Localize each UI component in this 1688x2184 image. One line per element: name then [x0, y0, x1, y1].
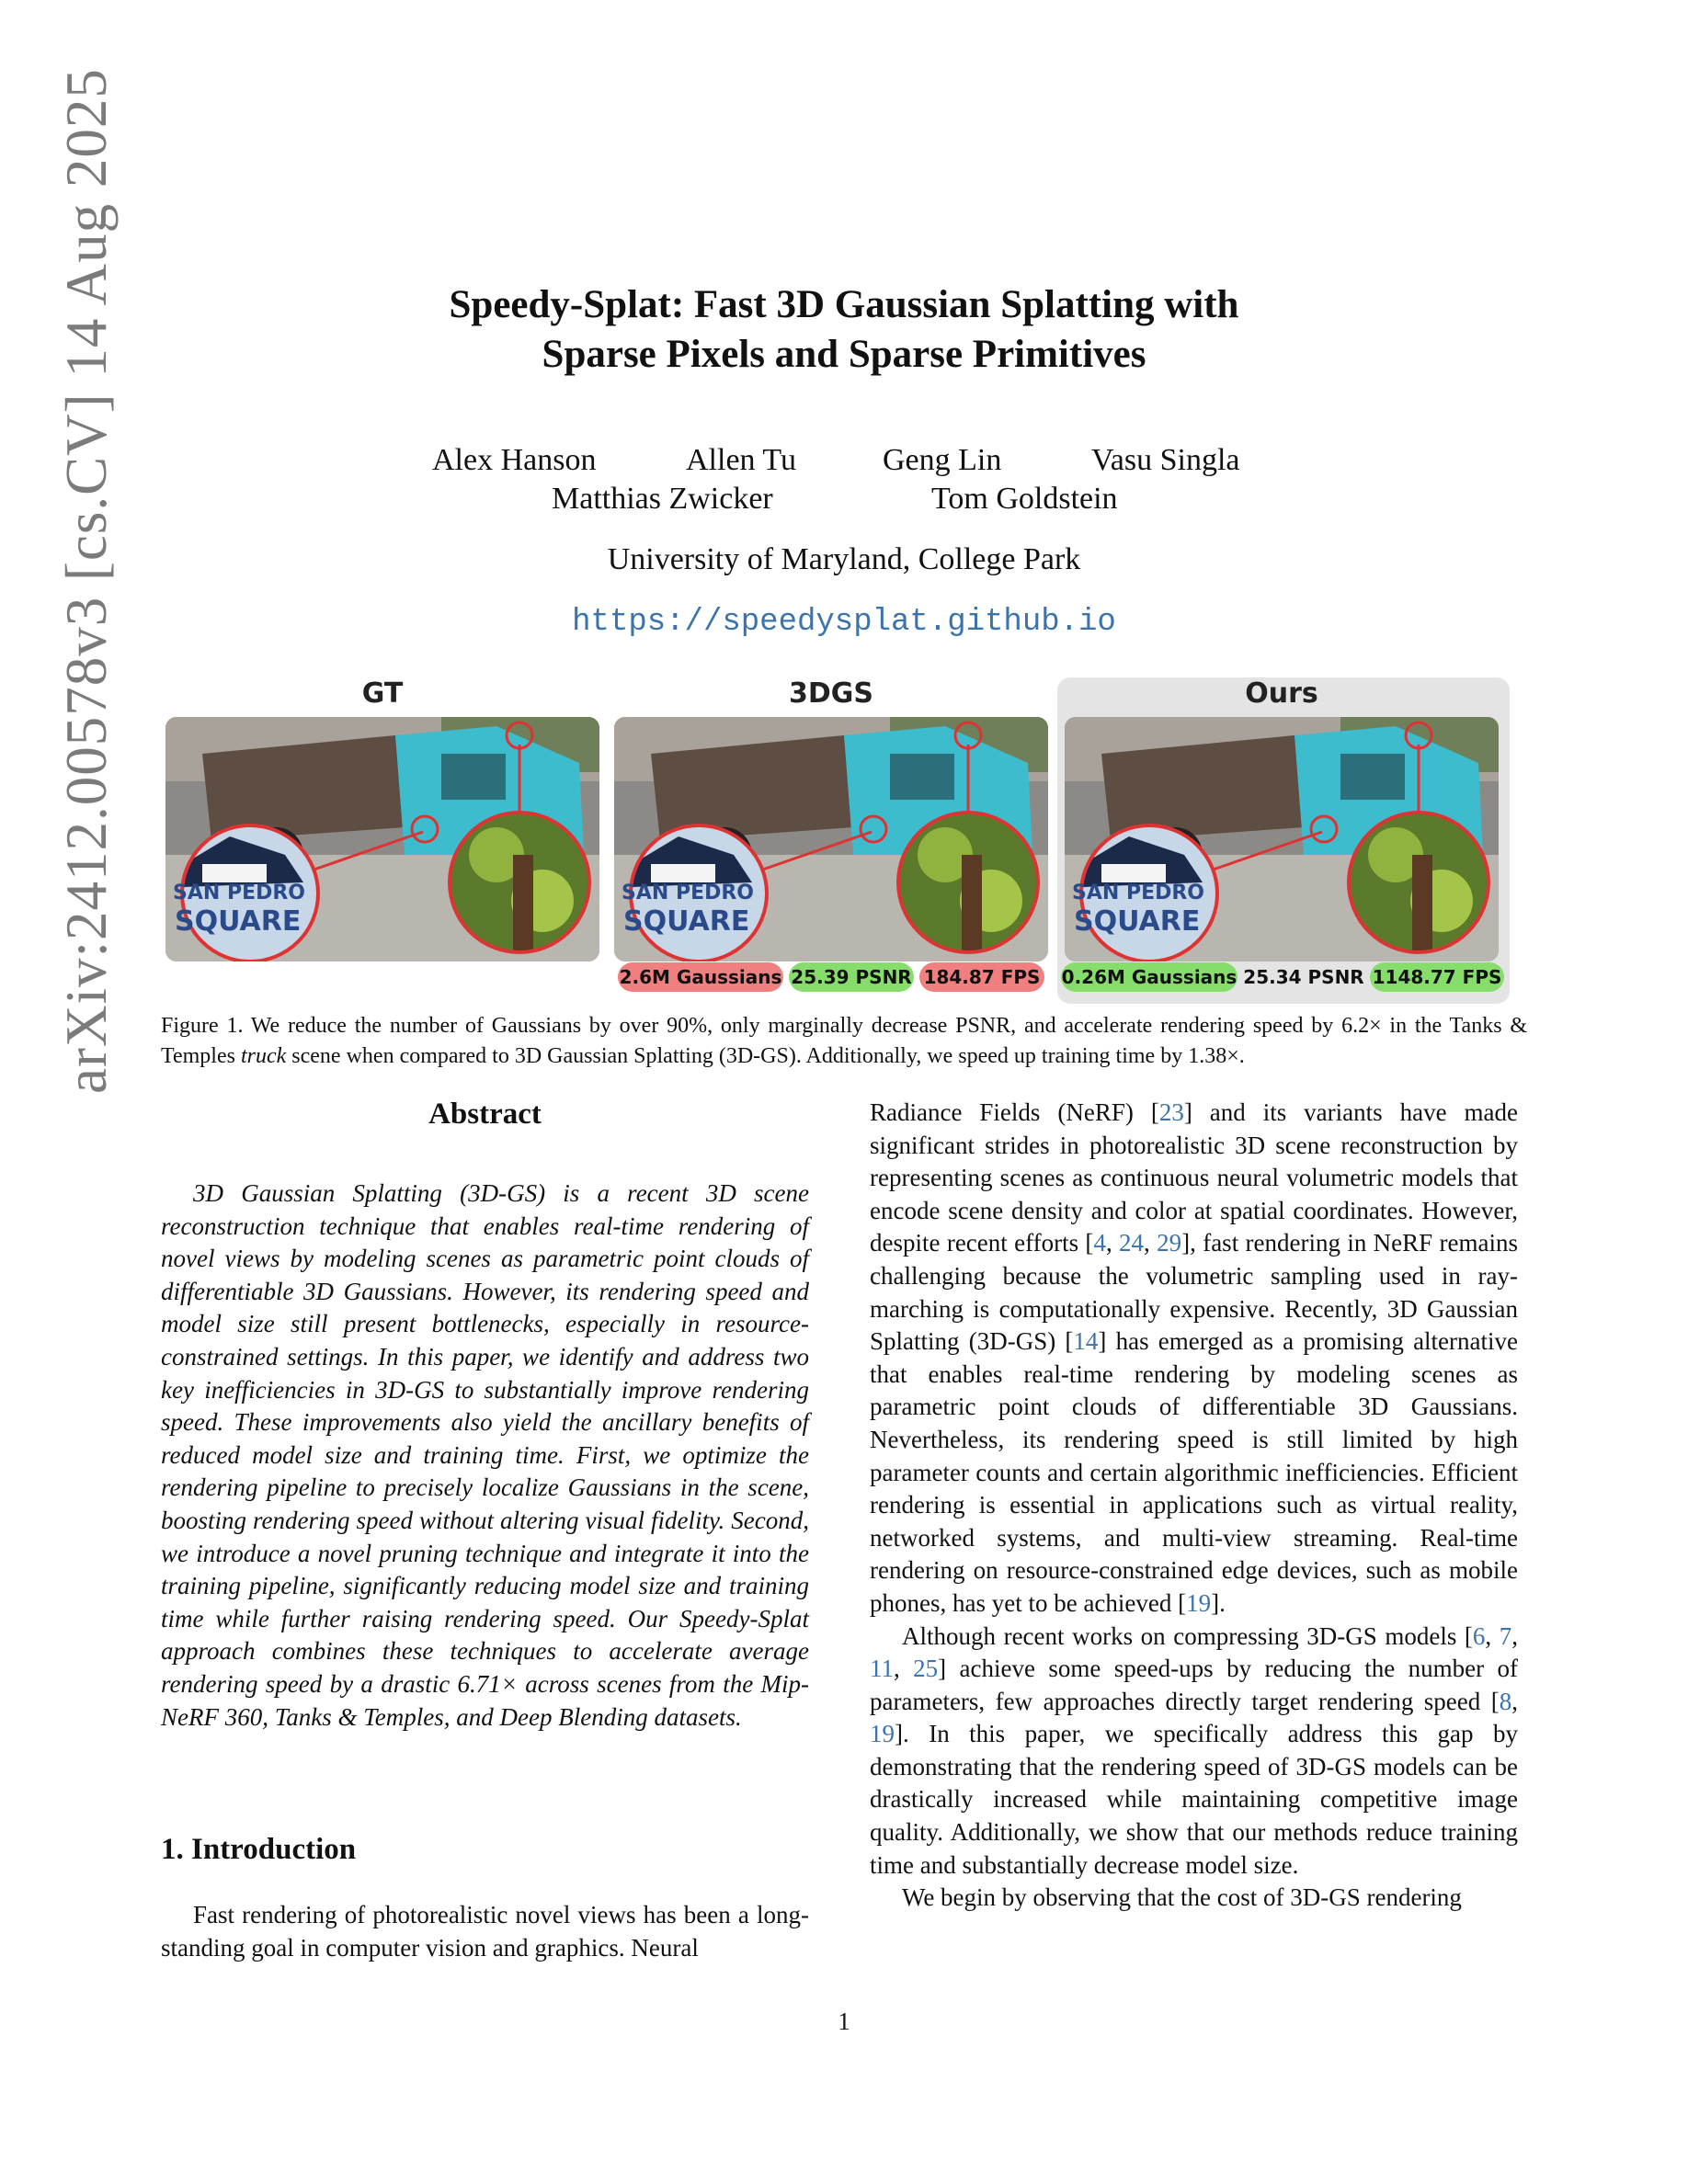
- panel-title-ours: Ours: [1245, 677, 1318, 710]
- caption-text: Figure 1. We reduce the number of Gaussians by over 90%, only marginally decrease PSNR, and accelerate rendering speed by 6.2× in the Tanks & Temples: [161, 1014, 1527, 1068]
- intro-paragraph-2: Although recent works on compressing 3D-GS models [6, 7, 11, 25] achieve some speed-ups by reducing the number of parameters, few approaches directly target rendering speed [8, 19]. In this paper, we specifically address this gap by demonstrating that the rendering speed of 3D-GS models can be drastically increased while maintaining competitive image quality. Additionally, we show that our methods reduce training time and substantially decrease model size.: [870, 1621, 1519, 1879]
- intro-right-column: [870, 1097, 1518, 1915]
- badge-ours-gaussians: 0.26M Gaussians: [1061, 962, 1237, 992]
- caption-italic: truck: [240, 1044, 287, 1068]
- badge-ours-psnr: 25.34 PSNR: [1243, 966, 1364, 988]
- citation-link[interactable]: 24: [1119, 1229, 1145, 1257]
- citation-link[interactable]: 4: [1093, 1229, 1106, 1257]
- panel-title-3dgs: 3DGS: [788, 677, 873, 710]
- truck-image-ours: [1065, 717, 1499, 961]
- page-number: 1: [838, 2008, 850, 2035]
- sign-text-2: SQUARE: [623, 905, 750, 938]
- arxiv-stamp: arXiv:2412.00578v3 [cs.CV] 14 Aug 2025: [54, 68, 119, 1094]
- author-name: Matthias Zwicker: [552, 482, 773, 516]
- citation-link[interactable]: 6: [1472, 1621, 1486, 1650]
- project-url-link[interactable]: https://speedysplat.github.io: [572, 605, 1116, 640]
- panel-title-gt: GT: [361, 677, 404, 710]
- badge-3dgs-gaussians: 2.6M Gaussians: [618, 962, 783, 992]
- intro-left-text: [161, 1899, 809, 1964]
- intro-paragraph-1: Radiance Fields (NeRF) [23] and its variants have made significant strides in photorealistic 3D scene reconstruction by representing scenes as continuous neural volumetric models that encode scene density and color at spatial coordinates. However, despite recent efforts [4, 24, 29], fast rendering in NeRF remains challenging because the volumetric sampling used in ray-marching is computationally expensive. Recently, 3D Gaussian Splatting (3D-GS) [14] has emerged as a promising alternative that enables real-time rendering by modeling scenes as parametric point clouds of differentiable 3D Gaussians. Nevertheless, its rendering speed is still limited by high parameter counts and certain algorithmic inefficiencies. Efficient rendering is essential in applications such as virtual reality, networked systems, and multi-view streaming. Real-time rendering on resource-constrained edge devices, such as mobile phones, has yet to be achieved [19].: [870, 1098, 1518, 1617]
- truck-image-3dgs: [614, 717, 1048, 961]
- abstract-heading: Abstract: [428, 1098, 542, 1131]
- badge-ours-fps: 1148.77 FPS: [1370, 962, 1504, 992]
- sign-text-1: SAN PEDRO: [173, 882, 305, 904]
- citation-link[interactable]: 25: [913, 1655, 939, 1683]
- truck-image-gt: [165, 717, 599, 961]
- intro-paragraph-3: We begin by observing that the cost of 3D-GS rendering: [902, 1883, 1462, 1912]
- citation-link[interactable]: 23: [1158, 1098, 1184, 1126]
- citation-link[interactable]: 19: [870, 1720, 895, 1748]
- sign-text-2: SQUARE: [175, 905, 302, 938]
- title-line-2: Sparse Pixels and Sparse Primitives: [542, 333, 1146, 376]
- author-name: Allen Tu: [686, 443, 796, 477]
- author-name: Geng Lin: [883, 443, 1002, 477]
- sign-text-1: SAN PEDRO: [622, 882, 754, 904]
- citation-link[interactable]: 14: [1073, 1327, 1099, 1356]
- intro-paragraph: Fast rendering of photorealistic novel views has been a long-standing goal in computer vision and graphics. Neural: [161, 1901, 809, 1962]
- author-name: Tom Goldstein: [931, 482, 1118, 516]
- citation-link[interactable]: 19: [1186, 1588, 1212, 1617]
- intro-heading: 1. Introduction: [161, 1833, 357, 1866]
- citation-link[interactable]: 8: [1499, 1687, 1512, 1715]
- affiliation: University of Maryland, College Park: [607, 542, 1081, 576]
- title-line-1: Speedy-Splat: Fast 3D Gaussian Splatting with: [449, 283, 1239, 326]
- author-name: Vasu Singla: [1091, 443, 1240, 477]
- sign-text-2: SQUARE: [1074, 905, 1201, 938]
- badge-3dgs-fps: 184.87 FPS: [919, 962, 1044, 992]
- citation-link[interactable]: 7: [1499, 1621, 1512, 1650]
- paper-title: [0, 280, 1688, 380]
- caption-text: scene when compared to 3D Gaussian Splatting (3D-GS). Additionally, we speed up training time by 1.38×.: [286, 1044, 1245, 1068]
- citation-link[interactable]: 11: [870, 1655, 894, 1683]
- figure-caption: [161, 1011, 1527, 1072]
- badge-3dgs-psnr: 25.39 PSNR: [789, 962, 914, 992]
- author-name: Alex Hanson: [432, 443, 597, 477]
- abstract-body: [161, 1177, 809, 1734]
- citation-link[interactable]: 29: [1157, 1229, 1182, 1257]
- sign-text-1: SAN PEDRO: [1072, 882, 1204, 904]
- abstract-text: 3D Gaussian Splatting (3D-GS) is a recent 3D scene reconstruction technique that enables real-time rendering of novel views by modeling scenes as parametric point clouds of differentiable 3D Gaussians. However, its rendering speed and model size still present bottlenecks, especially in resource-constrained settings. In this paper, we identify and address two key inefficiencies in 3D-GS to substantially improve rendering speed. These improvements also yield the ancillary benefits of reduced model size and training time. First, we optimize the rendering pipeline to precisely localize Gaussians in the scene, boosting rendering speed without altering visual fidelity. Second, we introduce a novel pruning technique and integrate it into the training pipeline, significantly reducing model size and training time while further raising rendering speed. Our Speedy-Splat approach combines these techniques to accelerate average rendering speed by a drastic 6.71× across scenes from the Mip-NeRF 360, Tanks & Temples, and Deep Blending datasets.: [161, 1179, 809, 1731]
